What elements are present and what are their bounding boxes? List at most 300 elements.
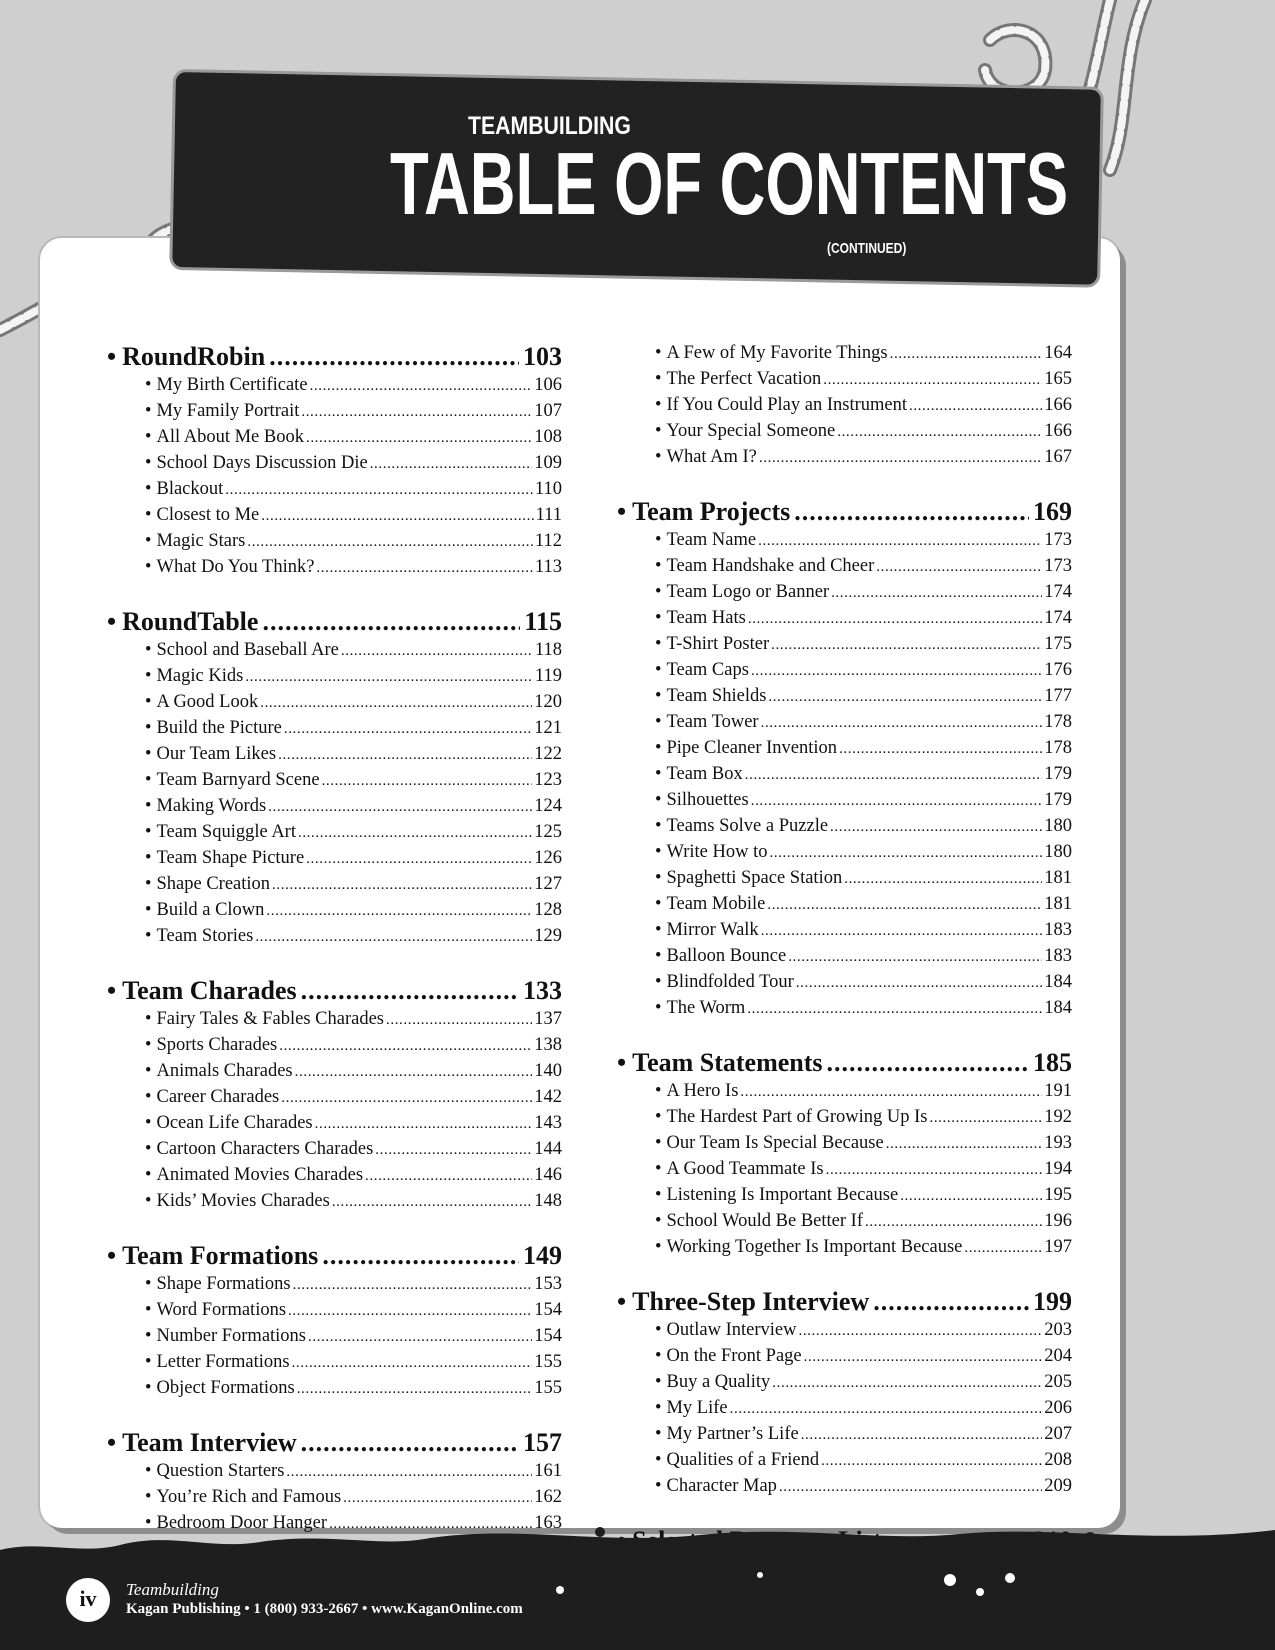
toc-section-heading[interactable] <box>617 1047 1072 1079</box>
toc-entry[interactable] <box>617 367 1072 393</box>
toc-entry[interactable] <box>617 393 1072 419</box>
toc-entry[interactable] <box>107 716 562 742</box>
toc-section-heading[interactable] <box>107 341 562 373</box>
toc-section-heading[interactable] <box>617 1286 1072 1318</box>
toc-entry[interactable] <box>617 1131 1072 1157</box>
toc-entry[interactable] <box>107 898 562 924</box>
entry-page-number: 209 <box>1044 1476 1072 1496</box>
bullet-icon: • <box>145 505 152 525</box>
entry-page-number: 176 <box>1044 660 1072 680</box>
toc-entry[interactable] <box>107 1007 562 1033</box>
toc-entry[interactable] <box>107 1189 562 1215</box>
bullet-icon: • <box>655 1320 662 1340</box>
bullet-icon: • <box>145 640 152 660</box>
entry-page-number: 164 <box>1044 343 1072 363</box>
toc-entry[interactable] <box>617 528 1072 554</box>
toc-entry[interactable] <box>107 1376 562 1402</box>
dot-leader <box>730 1397 1043 1422</box>
bullet-icon: • <box>655 998 662 1018</box>
toc-section-heading[interactable] <box>617 496 1072 528</box>
bullet-icon: • <box>107 1241 117 1270</box>
toc-entry[interactable] <box>617 1105 1072 1131</box>
toc-entry[interactable] <box>107 924 562 950</box>
entry-page-number: 143 <box>534 1113 562 1133</box>
entry-title: Animals Charades <box>156 1061 293 1081</box>
entry-page-number: 154 <box>534 1326 562 1346</box>
toc-entry[interactable] <box>107 1298 562 1324</box>
dot-leader <box>876 555 1042 580</box>
dot-leader <box>751 789 1043 814</box>
dot-leader <box>751 659 1042 684</box>
entry-page-number: 206 <box>1044 1398 1072 1418</box>
bullet-icon: • <box>655 920 662 940</box>
bullet-icon: • <box>655 634 662 654</box>
dot-leader <box>272 873 532 898</box>
toc-entry[interactable] <box>107 664 562 690</box>
toc-entry[interactable] <box>107 1163 562 1189</box>
dot-leader <box>308 1325 532 1350</box>
toc-section <box>107 1240 562 1402</box>
dot-leader <box>332 1190 532 1215</box>
toc-entry[interactable] <box>617 1396 1072 1422</box>
dot-leader <box>865 1210 1042 1235</box>
bullet-icon: • <box>145 1461 152 1481</box>
toc-section <box>107 606 562 950</box>
entry-page-number: 178 <box>1044 738 1072 758</box>
bullet-icon: • <box>655 868 662 888</box>
dot-leader <box>306 426 532 451</box>
section-page-number: 133 <box>523 976 562 1005</box>
entry-title: Sports Charades <box>156 1035 278 1055</box>
entry-title: Spaghetti Space Station <box>666 868 843 888</box>
entry-title: Character Map <box>666 1476 777 1496</box>
bullet-icon: • <box>107 976 117 1005</box>
toc-entry[interactable] <box>107 768 562 794</box>
entry-page-number: 181 <box>1044 868 1072 888</box>
toc-entry[interactable] <box>107 794 562 820</box>
toc-entry[interactable] <box>107 872 562 898</box>
entry-page-number: 196 <box>1044 1211 1072 1231</box>
toc-entry[interactable] <box>617 1448 1072 1474</box>
toc-entry[interactable] <box>617 1235 1072 1261</box>
toc-section-heading[interactable] <box>107 975 562 1007</box>
dot-leader <box>293 1273 533 1298</box>
toc-entry[interactable] <box>107 529 562 555</box>
dot-leader <box>821 1449 1042 1474</box>
toc-entry[interactable] <box>617 710 1072 736</box>
entry-page-number: 129 <box>534 926 562 946</box>
dot-leader <box>761 711 1043 736</box>
toc-entry[interactable] <box>107 1350 562 1376</box>
toc-entry[interactable] <box>617 762 1072 788</box>
entry-title: Our Team Is Special Because <box>666 1133 884 1153</box>
entry-page-number: 183 <box>1044 920 1072 940</box>
toc-left-column <box>107 341 562 1562</box>
toc-entry[interactable] <box>107 1485 562 1511</box>
bullet-icon: • <box>655 660 662 680</box>
bullet-icon: • <box>145 1035 152 1055</box>
entry-title: What Am I? <box>666 447 757 467</box>
dot-leader <box>886 1132 1043 1157</box>
dot-leader <box>262 606 520 638</box>
dot-leader <box>255 925 532 950</box>
entry-title: Magic Kids <box>156 666 244 686</box>
bullet-icon: • <box>145 1191 152 1211</box>
toc-entry[interactable] <box>107 425 562 451</box>
section-title: RoundTable <box>122 607 259 636</box>
entry-title: The Worm <box>666 998 746 1018</box>
bullet-icon: • <box>655 712 662 732</box>
dot-leader <box>823 368 1042 393</box>
dot-leader <box>298 821 532 846</box>
entry-page-number: 184 <box>1044 972 1072 992</box>
entry-page-number: 179 <box>1044 790 1072 810</box>
toc-right-column <box>617 341 1072 1582</box>
entry-title: Team Tower <box>666 712 759 732</box>
dot-leader <box>370 452 533 477</box>
dot-leader <box>964 1236 1042 1261</box>
bullet-icon: • <box>145 666 152 686</box>
toc-section-heading[interactable] <box>107 1240 562 1272</box>
entry-title: My Partner’s Life <box>666 1424 799 1444</box>
section-title: Team Statements <box>632 1048 823 1077</box>
dot-leader <box>909 394 1042 419</box>
entry-page-number: 113 <box>534 557 562 577</box>
entry-page-number: 154 <box>534 1300 562 1320</box>
entry-page-number: 175 <box>1044 634 1072 654</box>
entry-title: My Life <box>666 1398 728 1418</box>
entry-title: Your Special Someone <box>666 421 836 441</box>
toc-section <box>107 341 562 581</box>
entry-title: Team Barnyard Scene <box>156 770 320 790</box>
dot-leader <box>767 893 1042 918</box>
entry-page-number: 122 <box>534 744 562 764</box>
entry-page-number: 155 <box>534 1352 562 1372</box>
toc-entry[interactable] <box>107 690 562 716</box>
toc-entry[interactable] <box>617 1183 1072 1209</box>
toc-entry[interactable] <box>107 555 562 581</box>
entry-title: A Few of My Favorite Things <box>666 343 888 363</box>
toc-section <box>617 1047 1072 1261</box>
bullet-icon: • <box>655 447 662 467</box>
dot-leader <box>297 1377 533 1402</box>
dot-leader <box>788 945 1042 970</box>
dot-leader <box>292 1351 533 1376</box>
entry-title: Team Stories <box>156 926 254 946</box>
dot-leader <box>769 841 1042 866</box>
dot-leader <box>796 971 1042 996</box>
dot-leader <box>295 1060 533 1085</box>
entry-title: Team Handshake and Cheer <box>666 556 875 576</box>
toc-entry[interactable] <box>107 1459 562 1485</box>
entry-page-number: 203 <box>1044 1320 1072 1340</box>
bullet-icon: • <box>655 816 662 836</box>
entry-title: Closest to Me <box>156 505 260 525</box>
dot-leader <box>301 975 519 1007</box>
toc-entry[interactable] <box>617 866 1072 892</box>
entry-title: Ocean Life Charades <box>156 1113 313 1133</box>
dot-leader <box>798 1319 1042 1344</box>
toc-entry[interactable] <box>617 814 1072 840</box>
dot-leader <box>830 815 1042 840</box>
bullet-icon: • <box>107 1428 117 1457</box>
section-title: RoundRobin <box>122 342 266 371</box>
entry-page-number: 177 <box>1044 686 1072 706</box>
toc-entry[interactable] <box>617 892 1072 918</box>
entry-title: Qualities of a Friend <box>666 1450 820 1470</box>
toc-entry[interactable] <box>107 1033 562 1059</box>
dot-leader <box>281 1086 532 1111</box>
toc-entry[interactable] <box>617 632 1072 658</box>
dot-leader <box>279 1034 532 1059</box>
bullet-icon: • <box>655 1450 662 1470</box>
bullet-icon: • <box>145 453 152 473</box>
bullet-icon: • <box>145 1487 152 1507</box>
bullet-icon: • <box>145 1378 152 1398</box>
entry-page-number: 173 <box>1044 530 1072 550</box>
entry-title: School Would Be Better If <box>666 1211 863 1231</box>
bullet-icon: • <box>655 369 662 389</box>
bullet-icon: • <box>655 1346 662 1366</box>
toc-entry[interactable] <box>617 419 1072 445</box>
entry-title: Working Together Is Important Because <box>666 1237 963 1257</box>
bullet-icon: • <box>655 1107 662 1127</box>
bullet-icon: • <box>655 842 662 862</box>
continued-label: (CONTINUED) <box>827 240 907 257</box>
dot-leader <box>284 717 532 742</box>
entry-title: You’re Rich and Famous <box>156 1487 342 1507</box>
entry-title: Blackout <box>156 479 224 499</box>
bullet-icon: • <box>145 1139 152 1159</box>
toc-entry[interactable] <box>617 1422 1072 1448</box>
entry-title: Our Team Likes <box>156 744 277 764</box>
entry-page-number: 148 <box>534 1191 562 1211</box>
entry-title: Cartoon Characters Charades <box>156 1139 374 1159</box>
bullet-icon: • <box>617 1287 627 1316</box>
section-title: Team Interview <box>122 1428 297 1457</box>
toc-section-heading[interactable] <box>107 606 562 638</box>
dot-leader <box>890 342 1043 367</box>
section-title: Team Projects <box>632 497 791 526</box>
entry-page-number: 207 <box>1044 1424 1072 1444</box>
entry-title: A Good Look <box>156 692 259 712</box>
toc-entry[interactable] <box>107 1059 562 1085</box>
toc-entry[interactable] <box>107 638 562 664</box>
section-page-number: 185 <box>1033 1048 1072 1077</box>
dot-leader <box>286 1460 532 1485</box>
entry-title: Question Starters <box>156 1461 285 1481</box>
entry-page-number: 128 <box>534 900 562 920</box>
bullet-icon: • <box>145 1352 152 1372</box>
toc-entry[interactable] <box>617 1370 1072 1396</box>
dot-leader <box>831 581 1042 606</box>
entry-title: Team Hats <box>666 608 746 628</box>
entry-page-number: 138 <box>534 1035 562 1055</box>
entry-title: School Days Discussion Die <box>156 453 368 473</box>
toc-entry[interactable] <box>617 606 1072 632</box>
entry-page-number: 193 <box>1044 1133 1072 1153</box>
entry-page-number: 167 <box>1044 447 1072 467</box>
bullet-icon: • <box>655 343 662 363</box>
toc-entry[interactable] <box>617 1344 1072 1370</box>
entry-title: A Hero Is <box>666 1081 739 1101</box>
dot-leader <box>771 633 1042 658</box>
entry-title: Build a Clown <box>156 900 265 920</box>
toc-section <box>617 496 1072 1022</box>
entry-title: The Hardest Part of Growing Up Is <box>666 1107 928 1127</box>
bullet-icon: • <box>655 556 662 576</box>
entry-page-number: 120 <box>534 692 562 712</box>
entry-title: Object Formations <box>156 1378 295 1398</box>
dot-leader <box>747 997 1042 1022</box>
toc-entry[interactable] <box>617 341 1072 367</box>
toc-entry[interactable] <box>617 918 1072 944</box>
dot-leader <box>772 1371 1042 1396</box>
toc-entry[interactable] <box>617 1209 1072 1235</box>
toc-entry[interactable] <box>617 1157 1072 1183</box>
entry-title: Silhouettes <box>666 790 749 810</box>
entry-title: What Do You Think? <box>156 557 315 577</box>
entry-page-number: 180 <box>1044 816 1072 836</box>
bullet-icon: • <box>655 530 662 550</box>
bullet-icon: • <box>145 900 152 920</box>
entry-title: Team Box <box>666 764 743 784</box>
entry-page-number: 142 <box>534 1087 562 1107</box>
toc-entry[interactable] <box>107 1111 562 1137</box>
entry-page-number: 112 <box>534 531 562 551</box>
toc-entry[interactable] <box>617 788 1072 814</box>
bullet-icon: • <box>145 1061 152 1081</box>
bullet-icon: • <box>655 972 662 992</box>
toc-entry[interactable] <box>107 1085 562 1111</box>
dot-leader <box>288 1299 532 1324</box>
bullet-icon: • <box>617 497 627 526</box>
entry-page-number: 107 <box>534 401 562 421</box>
section-page-number: 199 <box>1033 1287 1072 1316</box>
dot-leader <box>266 899 532 924</box>
entry-page-number: 174 <box>1044 608 1072 628</box>
entry-title: Listening Is Important Because <box>666 1185 899 1205</box>
dot-leader <box>794 496 1029 528</box>
entry-page-number: 110 <box>534 479 562 499</box>
toc-entry[interactable] <box>617 970 1072 996</box>
toc-entry[interactable] <box>617 554 1072 580</box>
entry-title: Build the Picture <box>156 718 282 738</box>
entry-page-number: 124 <box>534 796 562 816</box>
footer-publisher-info: Kagan Publishing • 1 (800) 933-2667 • www.KaganOnline.com <box>126 1601 523 1617</box>
toc-entry[interactable] <box>617 944 1072 970</box>
entry-page-number: 197 <box>1044 1237 1072 1257</box>
section-title: Team Charades <box>122 976 297 1005</box>
entry-page-number: 181 <box>1044 894 1072 914</box>
entry-page-number: 179 <box>1044 764 1072 784</box>
bullet-icon: • <box>145 822 152 842</box>
section-title: Three-Step Interview <box>632 1287 870 1316</box>
entry-page-number: 205 <box>1044 1372 1072 1392</box>
toc-entry[interactable] <box>107 820 562 846</box>
entry-title: On the Front Page <box>666 1346 802 1366</box>
entry-title: Balloon Bounce <box>666 946 787 966</box>
bullet-icon: • <box>655 1133 662 1153</box>
toc-entry[interactable] <box>617 1079 1072 1105</box>
bullet-icon: • <box>655 421 662 441</box>
entry-title: Mirror Walk <box>666 920 759 940</box>
entry-title: Animated Movies Charades <box>156 1165 364 1185</box>
toc-entry[interactable] <box>107 477 562 503</box>
toc-entry[interactable] <box>617 1474 1072 1500</box>
bullet-icon: • <box>145 1165 152 1185</box>
entry-title: A Good Teammate Is <box>666 1159 824 1179</box>
footer-book-title: Teambuilding <box>126 1580 219 1599</box>
entry-page-number: 162 <box>534 1487 562 1507</box>
entry-title: Fairy Tales & Fables Charades <box>156 1009 384 1029</box>
dot-leader <box>929 1106 1042 1131</box>
entry-title: Team Caps <box>666 660 749 680</box>
entry-title: Team Mobile <box>666 894 766 914</box>
entry-page-number: 106 <box>534 375 562 395</box>
toc-entry[interactable] <box>107 451 562 477</box>
toc-entry[interactable] <box>107 1272 562 1298</box>
toc-entry[interactable] <box>617 580 1072 606</box>
entry-page-number: 137 <box>534 1009 562 1029</box>
toc-entry[interactable] <box>617 658 1072 684</box>
toc-entry[interactable] <box>107 846 562 872</box>
toc-section <box>617 1286 1072 1500</box>
toc-entry[interactable] <box>617 445 1072 471</box>
dot-leader <box>322 1240 519 1272</box>
toc-entry[interactable] <box>107 1137 562 1163</box>
toc-entry[interactable] <box>617 684 1072 710</box>
dot-leader <box>301 1427 519 1459</box>
bullet-icon: • <box>655 790 662 810</box>
dot-leader <box>315 1112 533 1137</box>
toc-entry[interactable] <box>107 503 562 529</box>
dot-leader <box>375 1138 532 1163</box>
toc-entry[interactable] <box>617 1318 1072 1344</box>
dot-leader <box>844 867 1042 892</box>
dot-leader <box>341 639 533 664</box>
entry-title: Letter Formations <box>156 1352 290 1372</box>
toc-entry[interactable] <box>107 742 562 768</box>
entry-page-number: 180 <box>1044 842 1072 862</box>
entry-title: If You Could Play an Instrument <box>666 395 907 415</box>
toc-entry[interactable] <box>107 373 562 399</box>
toc-section <box>617 341 1072 471</box>
dot-leader <box>268 795 532 820</box>
bullet-icon: • <box>145 479 152 499</box>
entry-title: Team Shields <box>666 686 767 706</box>
entry-page-number: 174 <box>1044 582 1072 602</box>
dot-leader <box>269 341 519 373</box>
dot-leader <box>804 1345 1043 1370</box>
toc-entry[interactable] <box>617 736 1072 762</box>
bullet-icon: • <box>655 1237 662 1257</box>
bullet-icon: • <box>655 1476 662 1496</box>
entry-page-number: 191 <box>1044 1081 1072 1101</box>
entry-page-number: 155 <box>534 1378 562 1398</box>
entry-title: All About Me Book <box>156 427 304 447</box>
toc-entry[interactable] <box>107 1324 562 1350</box>
bullet-icon: • <box>655 395 662 415</box>
entry-title: Team Squiggle Art <box>156 822 296 842</box>
dot-leader <box>322 769 533 794</box>
toc-entry[interactable] <box>617 840 1072 866</box>
toc-entry[interactable] <box>107 399 562 425</box>
bullet-icon: • <box>655 764 662 784</box>
dot-leader <box>225 478 533 503</box>
toc-entry[interactable] <box>617 996 1072 1022</box>
toc-section-heading[interactable] <box>107 1427 562 1459</box>
